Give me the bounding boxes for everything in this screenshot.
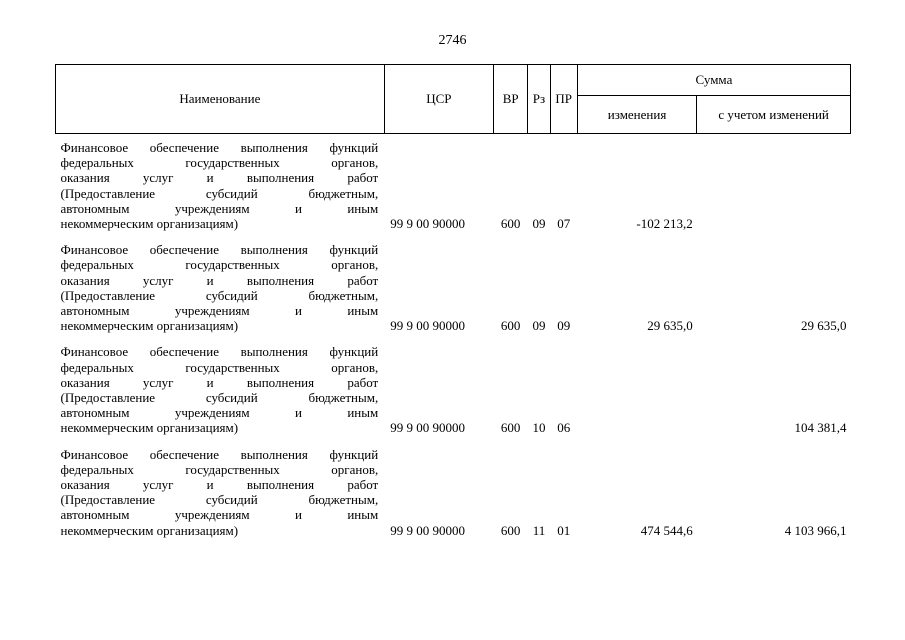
row-name-line: (Предоставление субсидий бюджетным, bbox=[60, 492, 379, 508]
row-csr: 99 9 00 90000 bbox=[390, 522, 465, 538]
row-with-change: 29 635,0 bbox=[801, 318, 847, 334]
row-rz: 09 bbox=[532, 318, 546, 334]
row-rz: 10 bbox=[532, 420, 546, 436]
header-rz: Рз bbox=[528, 65, 550, 134]
row-name-line: автономным учреждениям и иным bbox=[60, 200, 379, 216]
row-name-line: оказания услуг и выполнения работ bbox=[60, 272, 379, 288]
row-with-change: 104 381,4 bbox=[794, 420, 847, 436]
row-pr: 07 bbox=[557, 216, 571, 232]
row-name-line: автономным учреждениям и иным bbox=[60, 507, 379, 523]
header-csr: ЦСР bbox=[384, 65, 493, 134]
row-name bbox=[56, 236, 385, 338]
row-with-change bbox=[697, 134, 851, 237]
row-name-line: (Предоставление субсидий бюджетным, bbox=[60, 390, 379, 406]
row-csr: 99 9 00 90000 bbox=[390, 420, 465, 436]
row-name-line: (Предоставление субсидий бюджетным, bbox=[60, 185, 379, 201]
row-rz: 11 bbox=[532, 522, 546, 538]
row-name-line: некоммерческим организациям) bbox=[60, 522, 239, 538]
row-name-line: некоммерческим организациям) bbox=[60, 420, 239, 436]
row-csr: 99 9 00 90000 bbox=[390, 216, 465, 232]
page-number: 2746 bbox=[438, 33, 467, 48]
row-name-line: федеральных государственных органов, bbox=[60, 359, 379, 375]
row-name-line: федеральных государственных органов, bbox=[60, 461, 379, 477]
row-name-line: Финансовое обеспечение выполнения функций bbox=[60, 140, 379, 155]
row-vr: 600 bbox=[500, 420, 521, 436]
row-name-line: Финансовое обеспечение выполнения функций bbox=[60, 446, 379, 462]
row-name-line: Финансовое обеспечение выполнения функций bbox=[60, 242, 379, 258]
table-row bbox=[56, 441, 851, 543]
row-vr: 600 bbox=[500, 216, 521, 232]
row-with-change: 4 103 966,1 bbox=[784, 522, 847, 538]
table-row bbox=[56, 338, 851, 440]
row-name-line: федеральных государственных органов, bbox=[60, 155, 379, 171]
row-csr: 99 9 00 90000 bbox=[390, 318, 465, 334]
row-name-line: (Предоставление субсидий бюджетным, bbox=[60, 287, 379, 303]
row-name-line: оказания услуг и выполнения работ bbox=[60, 374, 379, 390]
table-header bbox=[56, 65, 851, 134]
row-pr: 01 bbox=[557, 522, 571, 538]
row-name-line: некоммерческим организациям) bbox=[60, 216, 239, 232]
header-sum: Сумма bbox=[577, 65, 850, 96]
table-row bbox=[56, 236, 851, 338]
table-body bbox=[56, 134, 851, 543]
row-vr: 600 bbox=[500, 318, 521, 334]
row-change: 29 635,0 bbox=[647, 318, 693, 334]
row-name-line: федеральных государственных органов, bbox=[60, 257, 379, 273]
row-pr: 06 bbox=[557, 420, 571, 436]
header-vr: ВР bbox=[493, 65, 527, 134]
row-name-line: Финансовое обеспечение выполнения функций bbox=[60, 344, 379, 360]
row-pr: 09 bbox=[557, 318, 571, 334]
row-name bbox=[56, 134, 385, 237]
row-change bbox=[577, 338, 696, 440]
row-name-line: автономным учреждениям и иным bbox=[60, 405, 379, 421]
table-row bbox=[56, 134, 851, 237]
row-name-line: оказания услуг и выполнения работ bbox=[60, 477, 379, 493]
row-rz: 09 bbox=[532, 216, 546, 232]
row-name bbox=[56, 338, 385, 440]
row-name-line: некоммерческим организациям) bbox=[60, 318, 239, 334]
row-change: 474 544,6 bbox=[640, 522, 693, 538]
row-vr: 600 bbox=[500, 522, 521, 538]
row-name bbox=[56, 441, 385, 543]
header-change: изменения bbox=[577, 96, 696, 134]
row-change: -102 213,2 bbox=[636, 216, 693, 232]
row-name-line: оказания услуг и выполнения работ bbox=[60, 170, 379, 186]
header-pr: ПР bbox=[550, 65, 577, 134]
header-with-change: с учетом изменений bbox=[697, 96, 851, 134]
header-name: Наименование bbox=[56, 65, 385, 134]
row-name-line: автономным учреждениям и иным bbox=[60, 303, 379, 319]
budget-table bbox=[55, 64, 851, 543]
